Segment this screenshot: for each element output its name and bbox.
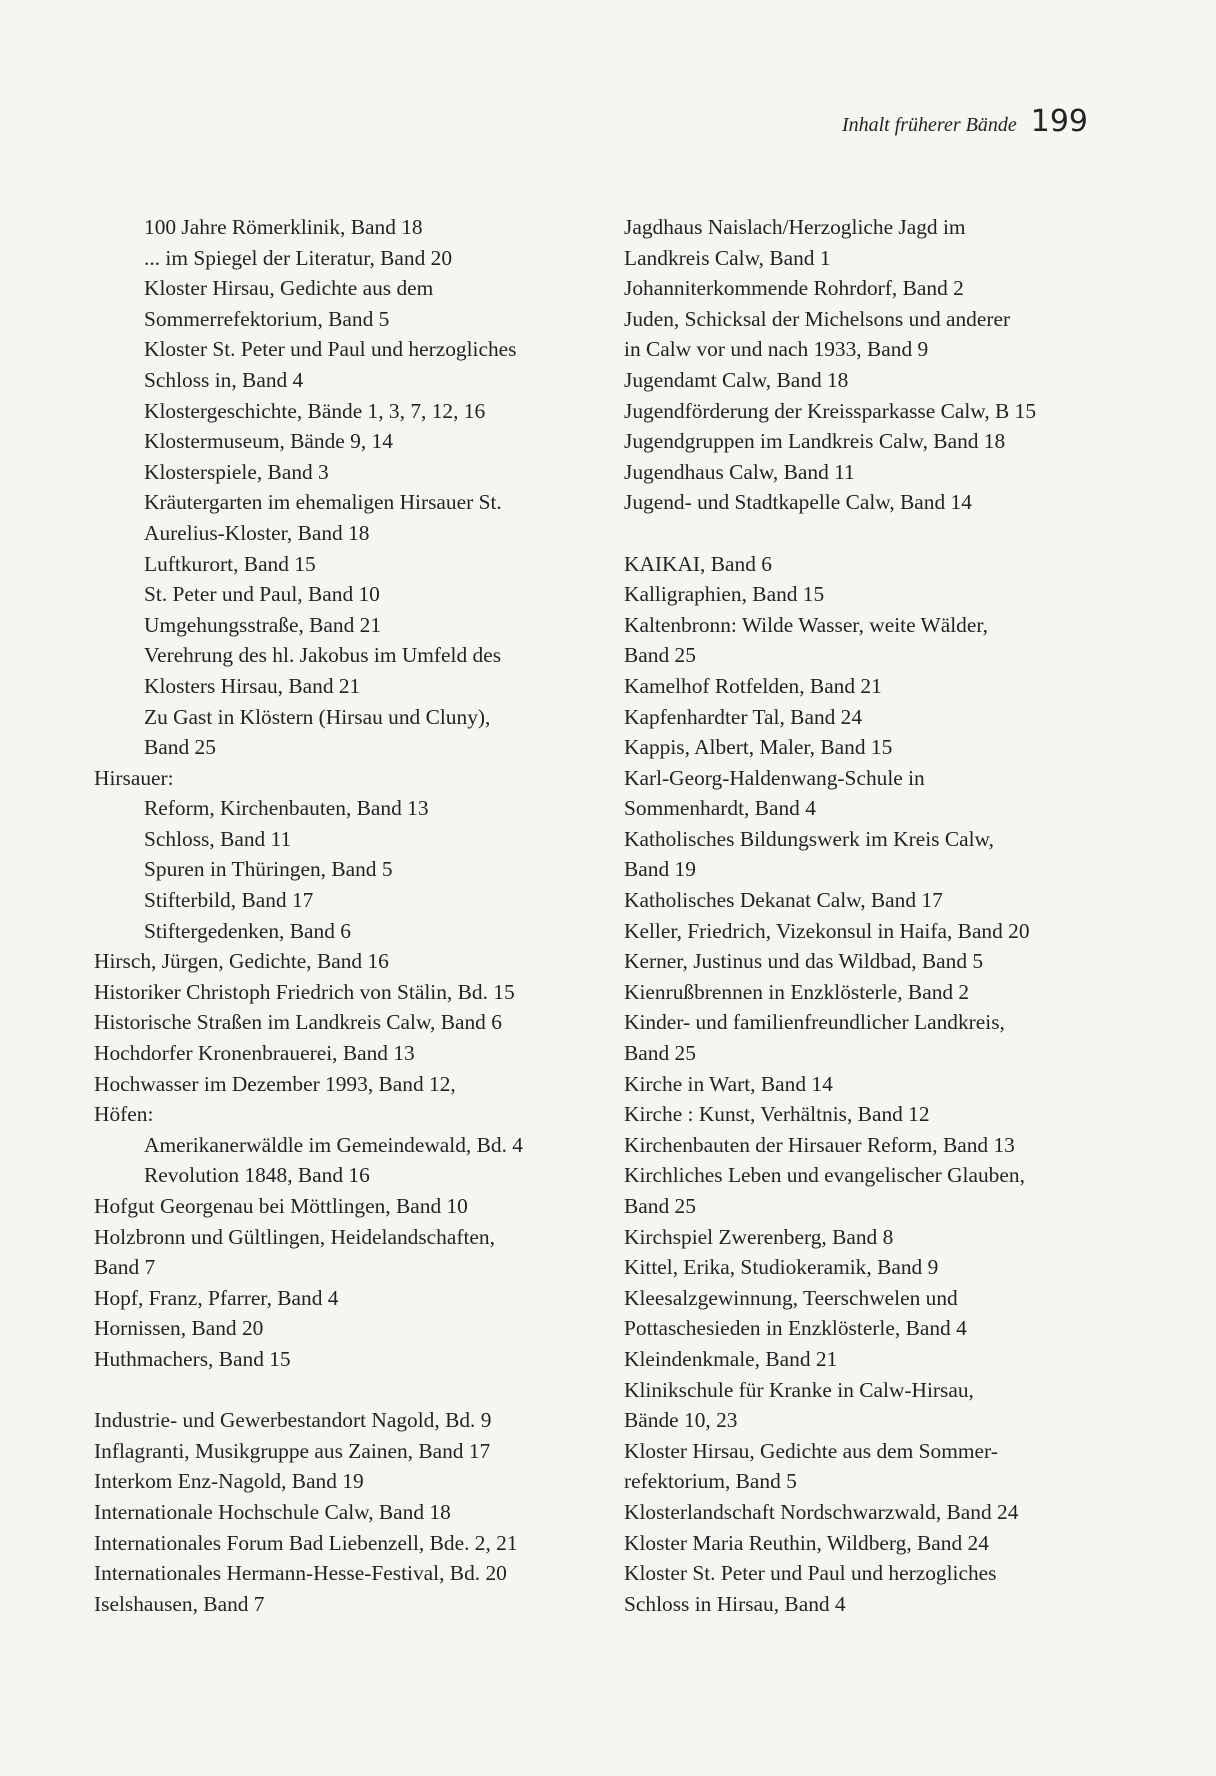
index-entry: Klosters Hirsau, Band 21: [144, 673, 361, 698]
index-entry: Hofgut Georgenau bei Möttlingen, Band 10: [94, 1194, 468, 1218]
index-entry: St. Peter und Paul, Band 10: [144, 582, 380, 607]
index-entry: Iselshausen, Band 7: [94, 1591, 265, 1616]
index-entry: Schloss, Band 11: [144, 826, 292, 851]
index-entry: Karl-Georg-Haldenwang-Schule in: [624, 765, 925, 790]
index-entry: Höfen:: [94, 1102, 154, 1127]
page-header: [842, 104, 1088, 139]
index-entry: Hochwasser im Dezember 1993, Band 12,: [94, 1071, 456, 1096]
index-entry: Hirsch, Jürgen, Gedichte, Band 16: [94, 949, 389, 974]
index-entry: Jugendförderung der Kreissparkasse Calw, B 15: [624, 398, 1037, 423]
index-entry: Klostermuseum, Bände 9, 14: [144, 429, 393, 454]
index-entry: Pottaschesieden in Enzklösterle, Band 4: [624, 1316, 967, 1341]
index-entry: Kloster Hirsau, Gedichte aus dem: [144, 276, 434, 301]
index-entry: Band 25: [624, 1194, 696, 1218]
index-entry: Jugend- und Stadtkapelle Calw, Band 14: [624, 490, 972, 515]
index-entry: Band 25: [144, 735, 216, 760]
index-entry: Kerner, Justinus und das Wildbad, Band 5: [624, 949, 984, 974]
index-entry: Kleesalzgewinnung, Teerschwelen und: [624, 1285, 958, 1310]
index-entry: Kaltenbronn: Wilde Wasser, weite Wälder,: [624, 612, 988, 637]
index-entry: Hornissen, Band 20: [94, 1316, 264, 1341]
index-entry: Stifterbild, Band 17: [144, 888, 314, 913]
index-entry: Interkom Enz-Nagold, Band 19: [94, 1469, 364, 1494]
index-entry: ... im Spiegel der Literatur, Band 20: [144, 245, 453, 270]
index-entry: Internationales Hermann-Hesse-Festival, Bd. 20: [94, 1561, 507, 1586]
index-entry: Kappis, Albert, Maler, Band 15: [624, 735, 893, 760]
index-entry: Hochdorfer Kronenbrauerei, Band 13: [94, 1041, 415, 1066]
index-entry: Kirche in Wart, Band 14: [624, 1071, 833, 1096]
index-entry: Kirche : Kunst, Verhältnis, Band 12: [624, 1102, 930, 1127]
index-entry: Stiftergedenken, Band 6: [144, 918, 351, 943]
index-entry: Kloster Hirsau, Gedichte aus dem Sommer-: [624, 1438, 998, 1463]
index-entry: Kamelhof Rotfelden, Band 21: [624, 673, 882, 698]
index-entry: Jugendhaus Calw, Band 11: [624, 459, 855, 484]
index-entry: Industrie- und Gewerbestandort Nagold, Bd. 9: [94, 1408, 492, 1433]
index-entry: Kapfenhardter Tal, Band 24: [624, 704, 863, 729]
section-gap: [624, 518, 1124, 549]
index-entry: Band 19: [624, 857, 696, 882]
index-entry: Klosterlandschaft Nordschwarzwald, Band 24: [624, 1499, 1019, 1524]
section-gap: [94, 1375, 614, 1406]
index-entry: Hopf, Franz, Pfarrer, Band 4: [94, 1285, 339, 1310]
index-entry: Historische Straßen im Landkreis Calw, Band 6: [94, 1010, 502, 1035]
index-entry: Band 7: [94, 1255, 156, 1280]
index-entry: Kirchliches Leben und evangelischer Glauben,: [624, 1163, 1025, 1188]
index-entry: Internationales Forum Bad Liebenzell, Bde. 2, 21: [94, 1530, 518, 1555]
index-entry: Klinikschule für Kranke in Calw-Hirsau,: [624, 1377, 974, 1402]
index-entry: Spuren in Thüringen, Band 5: [144, 857, 393, 882]
index-entry: Zu Gast in Klöstern (Hirsau und Cluny),: [144, 704, 491, 729]
index-entry: Reform, Kirchenbauten, Band 13: [144, 796, 429, 821]
index-entry: Jagdhaus Naislach/Herzogliche Jagd im: [624, 215, 966, 239]
index-entry: Internationale Hochschule Calw, Band 18: [94, 1499, 451, 1524]
index-entry: Kalligraphien, Band 15: [624, 582, 825, 607]
index-entry: Band 25: [624, 1041, 696, 1066]
index-entry: 100 Jahre Römerklinik, Band 18: [144, 215, 423, 239]
index-entry: Luftkurort, Band 15: [144, 551, 316, 576]
index-entry: refektorium, Band 5: [624, 1469, 797, 1494]
index-entry: Jugendamt Calw, Band 18: [624, 367, 849, 392]
index-entry: Hirsauer:: [94, 765, 174, 790]
index-entry: Holzbronn und Gültlingen, Heidelandschaften,: [94, 1224, 495, 1249]
index-entry: Jugendgruppen im Landkreis Calw, Band 18: [624, 429, 1006, 454]
index-entry: Johanniterkommende Rohrdorf, Band 2: [624, 276, 964, 301]
index-entry: Huthmachers, Band 15: [94, 1346, 291, 1371]
index-entry: Umgehungsstraße, Band 21: [144, 612, 382, 637]
index-entry: Kirchenbauten der Hirsauer Reform, Band 13: [624, 1132, 1015, 1157]
index-entry: Sommenhardt, Band 4: [624, 796, 816, 821]
index-entry: Band 25: [624, 643, 696, 668]
index-entry: Kirchspiel Zwerenberg, Band 8: [624, 1224, 894, 1249]
page-number: 199: [1030, 104, 1088, 139]
index-entry: Landkreis Calw, Band 1: [624, 245, 831, 270]
index-entry: Sommerrefektorium, Band 5: [144, 306, 390, 331]
index-column-right: [624, 212, 1124, 1619]
index-entry: Schloss in Hirsau, Band 4: [624, 1591, 846, 1616]
index-entry: Katholisches Dekanat Calw, Band 17: [624, 888, 943, 913]
index-entry: Kleindenkmale, Band 21: [624, 1346, 838, 1371]
index-entry: Katholisches Bildungswerk im Kreis Calw,: [624, 826, 994, 851]
index-entry: Kräutergarten im ehemaligen Hirsauer St.: [144, 490, 502, 515]
index-entry: Kinder- und familienfreundlicher Landkreis,: [624, 1010, 1005, 1035]
index-entry: in Calw vor und nach 1933, Band 9: [624, 337, 929, 362]
index-entry: Keller, Friedrich, Vizekonsul in Haifa, Band 20: [624, 918, 1030, 943]
index-entry: Inflagranti, Musikgruppe aus Zainen, Band 17: [94, 1438, 491, 1463]
index-entry: Klostergeschichte, Bände 1, 3, 7, 12, 16: [144, 398, 486, 423]
index-entry: Revolution 1848, Band 16: [144, 1163, 370, 1188]
index-entry: Amerikanerwäldle im Gemeindewald, Bd. 4: [144, 1132, 523, 1157]
index-entry: KAIKAI, Band 6: [624, 551, 772, 576]
index-column-left: [94, 212, 614, 1619]
index-entry: Verehrung des hl. Jakobus im Umfeld des: [144, 643, 502, 668]
index-entry: Aurelius-Kloster, Band 18: [144, 520, 370, 545]
running-title: Inhalt früherer Bände: [841, 114, 1017, 136]
index-entry: Kloster St. Peter und Paul und herzogliches: [144, 337, 517, 362]
index-entry: Kloster St. Peter und Paul und herzogliches: [624, 1561, 997, 1586]
index-entry: Historiker Christoph Friedrich von Stälin, Bd. 15: [94, 979, 515, 1004]
index-entry: Schloss in, Band 4: [144, 367, 304, 392]
index-entry: Juden, Schicksal der Michelsons und anderer: [624, 306, 1011, 331]
index-entry: Kloster Maria Reuthin, Wildberg, Band 24: [624, 1530, 989, 1555]
index-entry: Kienrußbrennen in Enzklösterle, Band 2: [624, 979, 970, 1004]
index-entry: Bände 10, 23: [624, 1408, 738, 1433]
index-entry: Klosterspiele, Band 3: [144, 459, 329, 484]
index-entry: Kittel, Erika, Studiokeramik, Band 9: [624, 1255, 939, 1280]
